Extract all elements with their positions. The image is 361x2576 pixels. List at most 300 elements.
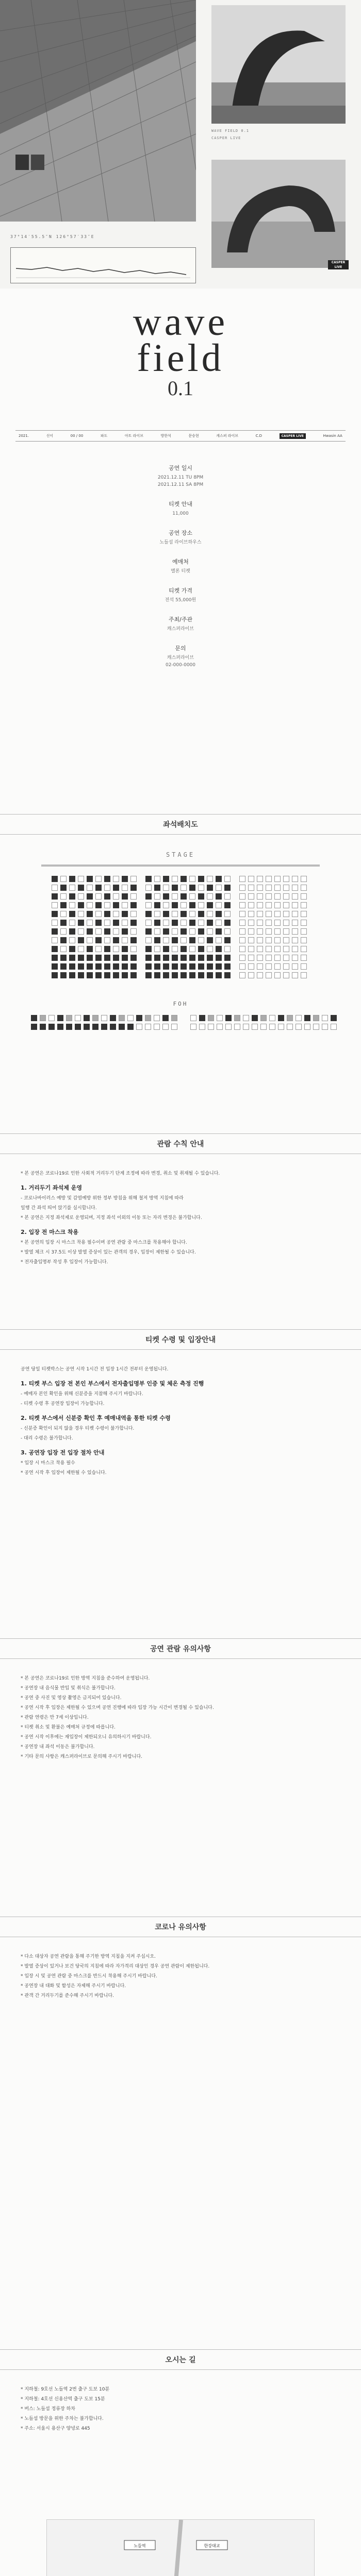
seat[interactable]: [122, 928, 128, 935]
seat[interactable]: [145, 893, 152, 900]
seat[interactable]: [52, 955, 58, 961]
seat[interactable]: [95, 885, 102, 891]
seat[interactable]: [283, 902, 289, 908]
seat[interactable]: [145, 876, 152, 882]
seat[interactable]: [172, 893, 178, 900]
seat[interactable]: [180, 902, 187, 908]
seat[interactable]: [52, 911, 58, 917]
seat[interactable]: [110, 1024, 116, 1030]
seat[interactable]: [113, 876, 119, 882]
seat[interactable]: [301, 893, 307, 900]
seat[interactable]: [66, 1015, 72, 1021]
seat[interactable]: [145, 928, 152, 935]
seat[interactable]: [60, 963, 67, 970]
seat[interactable]: [145, 1024, 151, 1030]
seat[interactable]: [31, 1024, 37, 1030]
seat[interactable]: [248, 911, 254, 917]
seat[interactable]: [283, 893, 289, 900]
seat[interactable]: [301, 955, 307, 961]
seat[interactable]: [180, 876, 187, 882]
seat[interactable]: [78, 937, 84, 943]
seat[interactable]: [239, 928, 245, 935]
seat[interactable]: [60, 955, 67, 961]
seat[interactable]: [301, 902, 307, 908]
seat[interactable]: [172, 937, 178, 943]
seat[interactable]: [145, 920, 152, 926]
seat[interactable]: [180, 928, 187, 935]
seat[interactable]: [113, 893, 119, 900]
seat[interactable]: [87, 911, 93, 917]
seat[interactable]: [154, 928, 160, 935]
seat[interactable]: [224, 911, 231, 917]
seat[interactable]: [87, 946, 93, 952]
seat[interactable]: [207, 920, 213, 926]
seat[interactable]: [92, 1024, 99, 1030]
seat[interactable]: [248, 946, 254, 952]
seat[interactable]: [95, 937, 102, 943]
seat[interactable]: [180, 920, 187, 926]
seat[interactable]: [87, 955, 93, 961]
seat[interactable]: [69, 902, 75, 908]
seat[interactable]: [113, 963, 119, 970]
seat[interactable]: [304, 1015, 310, 1021]
seat[interactable]: [104, 911, 110, 917]
seat[interactable]: [189, 937, 195, 943]
seat[interactable]: [113, 946, 119, 952]
seat[interactable]: [75, 1024, 81, 1030]
seat[interactable]: [172, 928, 178, 935]
seat[interactable]: [216, 911, 222, 917]
seat[interactable]: [122, 955, 128, 961]
seat[interactable]: [78, 902, 84, 908]
seat[interactable]: [163, 963, 169, 970]
seat[interactable]: [122, 972, 128, 978]
seat[interactable]: [296, 1015, 302, 1021]
seat[interactable]: [145, 911, 152, 917]
seat[interactable]: [95, 963, 102, 970]
seat[interactable]: [216, 937, 222, 943]
seat[interactable]: [283, 946, 289, 952]
seat[interactable]: [252, 1015, 258, 1021]
seat[interactable]: [122, 885, 128, 891]
seat[interactable]: [198, 946, 204, 952]
seat[interactable]: [145, 885, 152, 891]
seat[interactable]: [248, 885, 254, 891]
seat[interactable]: [239, 972, 245, 978]
seat[interactable]: [224, 955, 231, 961]
seat[interactable]: [104, 972, 110, 978]
seat[interactable]: [163, 955, 169, 961]
seat[interactable]: [95, 911, 102, 917]
seat[interactable]: [301, 920, 307, 926]
seat[interactable]: [40, 1024, 46, 1030]
seat[interactable]: [52, 937, 58, 943]
seat[interactable]: [239, 963, 245, 970]
seat[interactable]: [224, 893, 231, 900]
seat[interactable]: [208, 1024, 214, 1030]
seat[interactable]: [40, 1015, 46, 1021]
seat[interactable]: [292, 876, 298, 882]
seat[interactable]: [69, 937, 75, 943]
seat[interactable]: [163, 911, 169, 917]
seat[interactable]: [198, 928, 204, 935]
seat[interactable]: [154, 911, 160, 917]
seat[interactable]: [217, 1024, 223, 1030]
seat[interactable]: [31, 1015, 37, 1021]
seat[interactable]: [257, 928, 263, 935]
seat[interactable]: [216, 902, 222, 908]
seat[interactable]: [301, 876, 307, 882]
seat[interactable]: [130, 955, 137, 961]
seat[interactable]: [52, 893, 58, 900]
seat[interactable]: [190, 1024, 196, 1030]
seat[interactable]: [189, 928, 195, 935]
seat[interactable]: [95, 876, 102, 882]
seat[interactable]: [60, 946, 67, 952]
seat[interactable]: [122, 893, 128, 900]
seat[interactable]: [217, 1015, 223, 1021]
seat[interactable]: [198, 911, 204, 917]
seat[interactable]: [274, 972, 281, 978]
seat[interactable]: [130, 928, 137, 935]
seat[interactable]: [207, 902, 213, 908]
seat[interactable]: [198, 893, 204, 900]
seat[interactable]: [163, 876, 169, 882]
seat[interactable]: [292, 963, 298, 970]
seat[interactable]: [266, 972, 272, 978]
seat[interactable]: [216, 955, 222, 961]
seat[interactable]: [198, 920, 204, 926]
seat[interactable]: [75, 1015, 81, 1021]
seat[interactable]: [274, 946, 281, 952]
seat[interactable]: [189, 955, 195, 961]
seat[interactable]: [216, 946, 222, 952]
seat[interactable]: [274, 902, 281, 908]
seat[interactable]: [207, 893, 213, 900]
seat[interactable]: [130, 893, 137, 900]
seat[interactable]: [224, 937, 231, 943]
seat[interactable]: [104, 937, 110, 943]
seat[interactable]: [172, 876, 178, 882]
seat[interactable]: [292, 911, 298, 917]
seat[interactable]: [154, 920, 160, 926]
seat[interactable]: [207, 911, 213, 917]
seat[interactable]: [269, 1024, 275, 1030]
seat[interactable]: [163, 902, 169, 908]
seat[interactable]: [60, 876, 67, 882]
seat[interactable]: [119, 1015, 125, 1021]
seat[interactable]: [145, 946, 152, 952]
seat[interactable]: [199, 1024, 205, 1030]
seat[interactable]: [69, 928, 75, 935]
seat[interactable]: [189, 911, 195, 917]
seat[interactable]: [283, 955, 289, 961]
seat[interactable]: [198, 955, 204, 961]
seat[interactable]: [243, 1024, 249, 1030]
seat[interactable]: [292, 955, 298, 961]
seat[interactable]: [66, 1024, 72, 1030]
seat[interactable]: [292, 920, 298, 926]
seat[interactable]: [154, 902, 160, 908]
seat[interactable]: [110, 1015, 116, 1021]
seat[interactable]: [52, 946, 58, 952]
seat[interactable]: [163, 920, 169, 926]
seat[interactable]: [292, 893, 298, 900]
seat[interactable]: [78, 972, 84, 978]
seat[interactable]: [287, 1024, 293, 1030]
seat[interactable]: [180, 955, 187, 961]
seat[interactable]: [122, 876, 128, 882]
seat[interactable]: [172, 972, 178, 978]
seat[interactable]: [113, 902, 119, 908]
seat[interactable]: [301, 963, 307, 970]
seat[interactable]: [278, 1015, 284, 1021]
seat[interactable]: [189, 972, 195, 978]
seat[interactable]: [69, 955, 75, 961]
seat[interactable]: [60, 893, 67, 900]
seat[interactable]: [87, 893, 93, 900]
seat[interactable]: [180, 937, 187, 943]
seat[interactable]: [69, 911, 75, 917]
seat[interactable]: [257, 955, 263, 961]
seat[interactable]: [239, 946, 245, 952]
seat[interactable]: [257, 893, 263, 900]
seat[interactable]: [69, 946, 75, 952]
seat[interactable]: [198, 902, 204, 908]
seat[interactable]: [57, 1015, 63, 1021]
seat[interactable]: [180, 911, 187, 917]
seat[interactable]: [130, 911, 137, 917]
seat[interactable]: [207, 937, 213, 943]
seat[interactable]: [48, 1024, 55, 1030]
seat[interactable]: [172, 885, 178, 891]
seat[interactable]: [239, 920, 245, 926]
seat[interactable]: [274, 928, 281, 935]
seat[interactable]: [224, 928, 231, 935]
seat[interactable]: [257, 876, 263, 882]
seat[interactable]: [239, 937, 245, 943]
seat[interactable]: [266, 946, 272, 952]
seat[interactable]: [260, 1024, 267, 1030]
seat[interactable]: [292, 885, 298, 891]
seat[interactable]: [225, 1015, 232, 1021]
seat[interactable]: [239, 893, 245, 900]
seat[interactable]: [69, 885, 75, 891]
seat[interactable]: [248, 893, 254, 900]
seat[interactable]: [87, 885, 93, 891]
seat[interactable]: [172, 963, 178, 970]
seat[interactable]: [95, 893, 102, 900]
seat[interactable]: [163, 928, 169, 935]
seat[interactable]: [180, 963, 187, 970]
seat[interactable]: [127, 1015, 134, 1021]
seat[interactable]: [113, 911, 119, 917]
seat[interactable]: [130, 885, 137, 891]
seat[interactable]: [104, 955, 110, 961]
seat[interactable]: [283, 885, 289, 891]
seat[interactable]: [130, 972, 137, 978]
seat[interactable]: [266, 955, 272, 961]
seat[interactable]: [189, 902, 195, 908]
seat[interactable]: [145, 955, 152, 961]
seat[interactable]: [248, 937, 254, 943]
seat[interactable]: [283, 928, 289, 935]
seat[interactable]: [322, 1024, 328, 1030]
seat[interactable]: [224, 902, 231, 908]
seat[interactable]: [274, 920, 281, 926]
seat[interactable]: [224, 920, 231, 926]
seat[interactable]: [257, 885, 263, 891]
seat[interactable]: [154, 885, 160, 891]
seat[interactable]: [301, 972, 307, 978]
seat[interactable]: [283, 876, 289, 882]
seat[interactable]: [274, 937, 281, 943]
seat[interactable]: [269, 1015, 275, 1021]
seat[interactable]: [224, 876, 231, 882]
seat[interactable]: [127, 1024, 134, 1030]
seat[interactable]: [180, 946, 187, 952]
seat[interactable]: [60, 911, 67, 917]
seat[interactable]: [189, 885, 195, 891]
seat[interactable]: [190, 1015, 196, 1021]
seat[interactable]: [136, 1024, 142, 1030]
seat[interactable]: [274, 893, 281, 900]
seat[interactable]: [69, 893, 75, 900]
seat[interactable]: [266, 911, 272, 917]
seat[interactable]: [216, 885, 222, 891]
seat[interactable]: [154, 876, 160, 882]
seat[interactable]: [292, 937, 298, 943]
seat[interactable]: [296, 1024, 302, 1030]
seat[interactable]: [60, 972, 67, 978]
seat[interactable]: [172, 911, 178, 917]
seat[interactable]: [257, 911, 263, 917]
seat[interactable]: [239, 911, 245, 917]
seat[interactable]: [266, 920, 272, 926]
seat[interactable]: [130, 937, 137, 943]
seat[interactable]: [292, 972, 298, 978]
seat[interactable]: [95, 920, 102, 926]
seat[interactable]: [180, 885, 187, 891]
seat[interactable]: [52, 876, 58, 882]
seat[interactable]: [266, 963, 272, 970]
seat[interactable]: [119, 1024, 125, 1030]
seat[interactable]: [199, 1015, 205, 1021]
seat[interactable]: [239, 902, 245, 908]
seat[interactable]: [198, 937, 204, 943]
seat[interactable]: [207, 946, 213, 952]
seat[interactable]: [189, 963, 195, 970]
seat[interactable]: [292, 946, 298, 952]
seat[interactable]: [57, 1024, 63, 1030]
seat[interactable]: [301, 885, 307, 891]
seat[interactable]: [301, 911, 307, 917]
seat[interactable]: [52, 928, 58, 935]
seat[interactable]: [207, 963, 213, 970]
seat[interactable]: [60, 920, 67, 926]
seat[interactable]: [266, 876, 272, 882]
seat[interactable]: [104, 928, 110, 935]
seat[interactable]: [69, 972, 75, 978]
seat[interactable]: [122, 911, 128, 917]
seat[interactable]: [172, 920, 178, 926]
seat[interactable]: [95, 928, 102, 935]
seat[interactable]: [322, 1015, 328, 1021]
seat[interactable]: [136, 1015, 142, 1021]
seat[interactable]: [130, 946, 137, 952]
seat[interactable]: [266, 893, 272, 900]
seat[interactable]: [198, 885, 204, 891]
seat[interactable]: [154, 955, 160, 961]
seat[interactable]: [301, 928, 307, 935]
seat[interactable]: [224, 946, 231, 952]
seat[interactable]: [113, 955, 119, 961]
seat[interactable]: [122, 920, 128, 926]
seat[interactable]: [239, 955, 245, 961]
seat[interactable]: [87, 972, 93, 978]
seat[interactable]: [145, 972, 152, 978]
seat[interactable]: [257, 920, 263, 926]
seat[interactable]: [239, 885, 245, 891]
seat[interactable]: [78, 876, 84, 882]
seat[interactable]: [104, 885, 110, 891]
seat[interactable]: [252, 1024, 258, 1030]
seat[interactable]: [274, 911, 281, 917]
seat[interactable]: [243, 1015, 249, 1021]
seat[interactable]: [198, 876, 204, 882]
seat[interactable]: [266, 885, 272, 891]
seat[interactable]: [274, 885, 281, 891]
seat[interactable]: [113, 937, 119, 943]
seat[interactable]: [266, 902, 272, 908]
seat[interactable]: [52, 885, 58, 891]
seat[interactable]: [78, 885, 84, 891]
seat[interactable]: [60, 928, 67, 935]
seat[interactable]: [248, 876, 254, 882]
seat[interactable]: [52, 902, 58, 908]
seat[interactable]: [78, 928, 84, 935]
seat[interactable]: [257, 946, 263, 952]
seat[interactable]: [145, 902, 152, 908]
seat[interactable]: [224, 885, 231, 891]
seat[interactable]: [154, 972, 160, 978]
seat[interactable]: [248, 902, 254, 908]
seat[interactable]: [216, 920, 222, 926]
seat[interactable]: [104, 876, 110, 882]
seat[interactable]: [234, 1015, 240, 1021]
seat[interactable]: [172, 946, 178, 952]
seat[interactable]: [248, 920, 254, 926]
seat[interactable]: [189, 946, 195, 952]
seat[interactable]: [198, 972, 204, 978]
seat[interactable]: [248, 955, 254, 961]
seat[interactable]: [171, 1024, 177, 1030]
seat[interactable]: [130, 963, 137, 970]
seat[interactable]: [122, 946, 128, 952]
seat[interactable]: [122, 902, 128, 908]
seat[interactable]: [225, 1024, 232, 1030]
seat[interactable]: [171, 1015, 177, 1021]
seat[interactable]: [207, 955, 213, 961]
seat[interactable]: [248, 972, 254, 978]
seat[interactable]: [248, 963, 254, 970]
seat[interactable]: [207, 885, 213, 891]
seat[interactable]: [274, 876, 281, 882]
seat[interactable]: [163, 937, 169, 943]
seat[interactable]: [113, 972, 119, 978]
seat[interactable]: [122, 963, 128, 970]
seat[interactable]: [87, 920, 93, 926]
